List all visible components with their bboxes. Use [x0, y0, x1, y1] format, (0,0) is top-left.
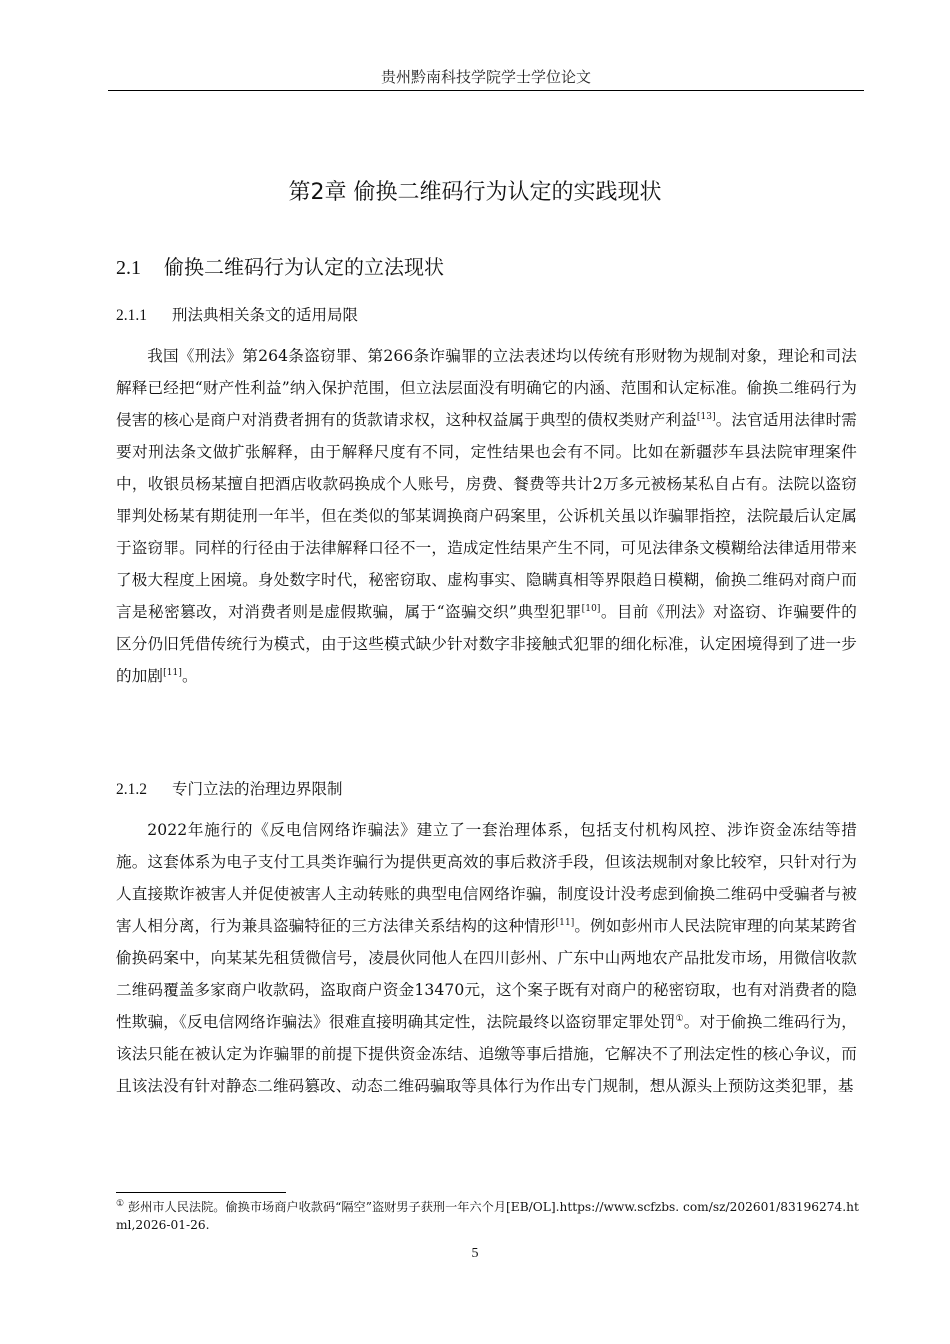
- footnote-text: 彭州市人民法院。偷换市场商户收款码“隔空”盗财男子获刑一年六个月[EB/OL].https://www.scfzbs. com/sz/202601/83196274.html,2026-01-26.: [116, 1200, 859, 1232]
- citation-ref: [11]: [555, 917, 575, 928]
- subsection-heading-2: [116, 778, 343, 801]
- chapter-title: 第2章 偷换二维码行为认定的实践现状: [288, 180, 662, 205]
- body-paragraph-1: [116, 340, 857, 692]
- text-run: 。例如彭州市人民法院审理的向某某跨省偷换码案中，向某某先租赁微信号，凌晨伙同他人在四川彭州、广东中山两地农产品批发市场，用微信收款二维码覆盖多家商户收款码，盗取商户资金13470元，这个案子既有对商户的秘密窃取，也有对消费者的隐性欺骗，《反电信网络诈骗法》很难直接明确其定性，法院最终以盗窃罪定罪处罚: [116, 917, 857, 1031]
- subsection-number: 2.1.2: [116, 781, 147, 798]
- footnote-divider: [116, 1192, 286, 1193]
- text-run: 。法官适用法律时需要对刑法条文做扩张解释，由于解释尺度有不同，定性结果也会有不同。比如在新疆莎车县法院审理案件中，收银员杨某擅自把酒店收款码换成个人账号，房费、餐费等共计2万多元被杨某私自占有。法院以盗窃罪判处杨某有期徒刑一年半，但在类似的邹某调换商户码案里，公诉机关虽以诈骗罪指控，法院最后认定属于盗窃罪。同样的行径由于法律解释口径不一，造成定性结果产生不同，可见法律条文模糊给法律适用带来了极大程度上困境。身处数字时代，秘密窃取、虚构事实、隐瞒真相等界限趋日模糊，偷换二维码对商户而言是秘密篡改，对消费者则是虚假欺骗，属于“盗骗交织”典型犯罪: [116, 411, 858, 621]
- page-number: 5: [471, 1246, 479, 1261]
- subsection-heading-1: [116, 304, 358, 327]
- section-number: 2.1: [116, 257, 141, 279]
- citation-ref: [10]: [581, 603, 601, 614]
- citation-ref: [13]: [696, 411, 716, 422]
- header-title: 贵州黔南科技学院学士学位论文: [380, 68, 591, 86]
- subsection-number: 2.1.1: [116, 307, 147, 324]
- text-run: 我国《刑法》第264条盗窃罪、第266条诈骗罪的立法表述均以传统有形财物为规制对象，理论和司法解释已经把“财产性利益”纳入保护范围，但立法层面没有明确它的内涵、范围和认定标准。偷换二维码行为侵害的核心是商户对消费者拥有的货款请求权，这种权益属于典型的债权类财产利益: [116, 347, 857, 429]
- citation-ref: [11]: [163, 667, 182, 678]
- text-run: 2022年施行的《反电信网络诈骗法》建立了一套治理体系，包括支付机构风控、涉诈资金冻结等措施。这套体系为电子支付工具类诈骗行为提供更高效的事后救济手段，但该法规制对象比较窄，只针对行为人直接欺诈被害人并促使被害人主动转账的典型电信网络诈骗，制度设计没考虑到偷换二维码中受骗者与被害人相分离，行为兼具盗骗特征的三方法律关系结构的这种情形: [116, 821, 857, 935]
- section-heading: [116, 253, 444, 282]
- text-run: 。目前《刑法》对盗窃、诈骗要件的区分仍旧凭借传统行为模式，由于这些模式缺少针对数字非接触式犯罪的细化标准，认定困境得到了进一步的加剧: [116, 603, 857, 685]
- subsection-title: 刑法典相关条文的适用局限: [172, 306, 359, 324]
- running-header: [108, 66, 864, 91]
- text-run: 。对于偷换二维码行为，该法只能在被认定为诈骗罪的前提下提供资金冻结、追缴等事后措施，它解决不了刑法定性的核心争议，而且该法没有针对静态二维码篡改、动态二维码骗取等具体行为作出专门规制，想从源头上预防这类犯罪，基: [116, 1013, 857, 1095]
- body-paragraph-2: [116, 814, 857, 1102]
- footnote-ref: ①: [675, 1013, 684, 1024]
- subsection-title: 专门立法的治理边界限制: [172, 780, 343, 798]
- text-run: 。: [181, 667, 198, 685]
- footnote-mark: ①: [116, 1198, 125, 1209]
- footnote: [116, 1198, 860, 1234]
- section-title: 偷换二维码行为认定的立法现状: [164, 255, 444, 279]
